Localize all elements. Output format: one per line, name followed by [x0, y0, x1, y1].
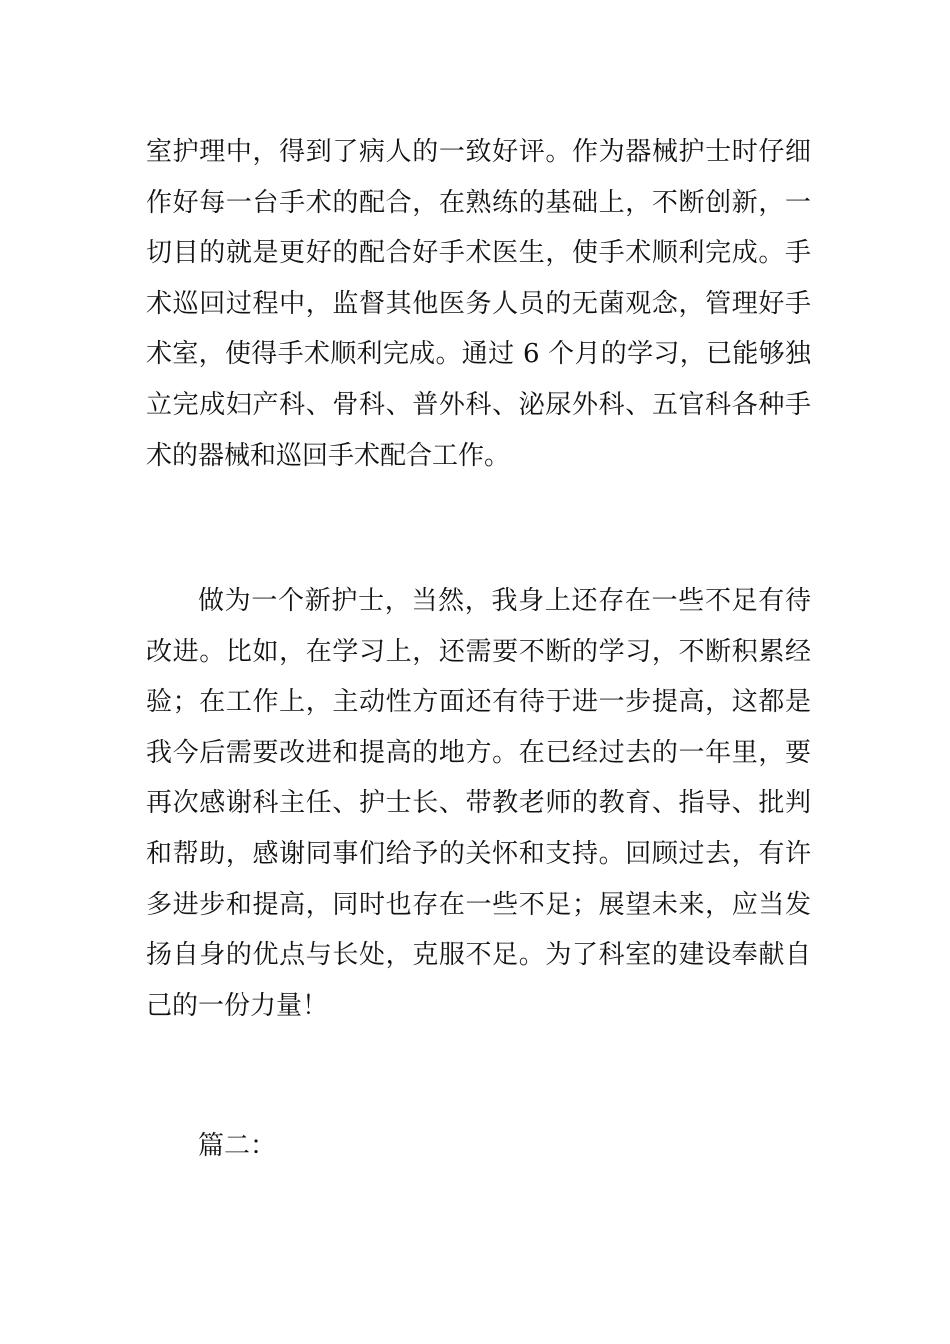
section-heading: 篇二： [198, 1131, 277, 1161]
paragraph-self-improvement: 做为一个新护士，当然，我身上还存在一些不足有待改进。比如，在学习上，还需要不断的学习，不断积累经验；在工作上，主动性方面还有待于进一步提高，这都是我今后需要改进和提高的地方。在已经过去的一年里，要再次感谢科主任、护士长、带教老师的教育、指导、批判和帮助，感谢同事们给予的关怀和支持。回顾过去，有许多进步和提高，同时也存在一些不足；展望未来，应当发扬自身的优点与长处，克服不足。为了科室的建设奉献自己的一份力量！ [146, 586, 811, 1021]
paragraph-surgery-nursing-work: 室护理中，得到了病人的一致好评。作为器械护士时仔细作好每一台手术的配合，在熟练的基础上，不断创新，一切目的就是更好的配合好手术医生，使手术顺利完成。手术巡回过程中，监督其他医务人员的无菌观念，管理好手术室，使得手术顺利完成。通过 6 个月的学习，已能够独立完成妇产科、骨科、普外科、泌尿外科、五官科各种手术的器械和巡回手术配合工作。 [146, 137, 811, 471]
